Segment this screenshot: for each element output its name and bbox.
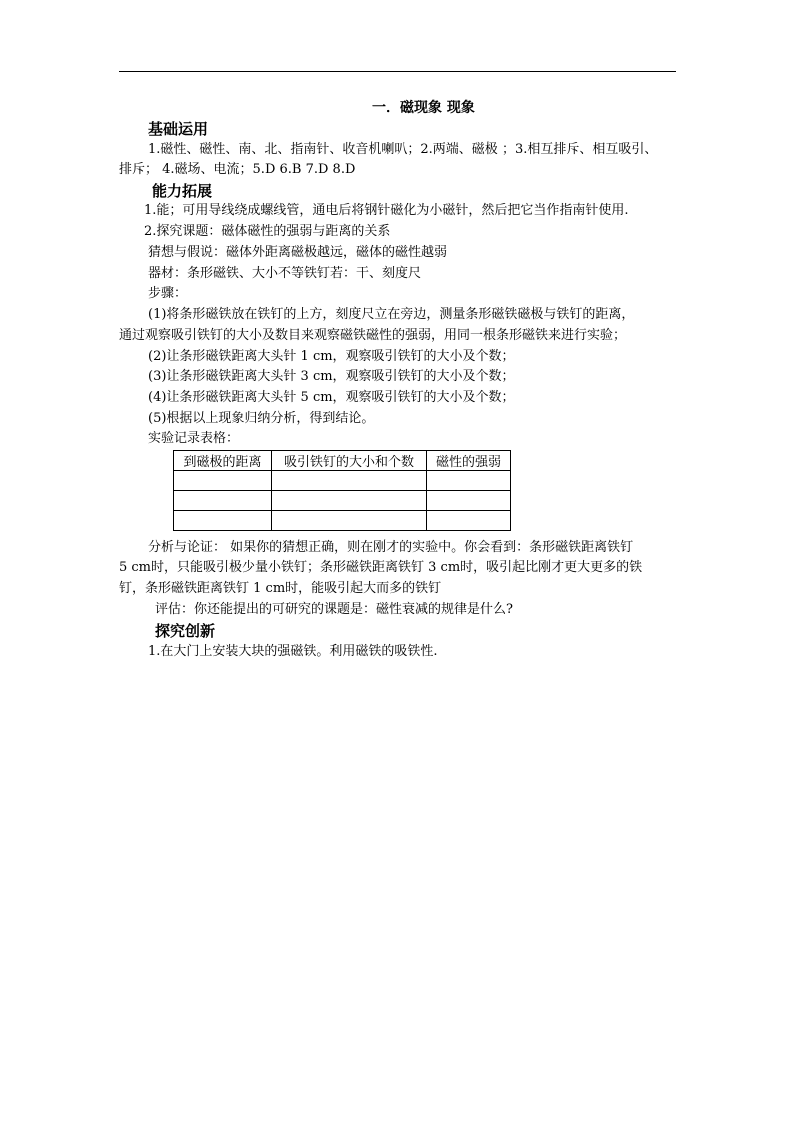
step-3: (3)让条形磁铁距离大头针 3 cm，观察吸引铁钉的大小及个数； [148,369,515,384]
table-header-cell: 磁性的强弱 [427,451,511,471]
table-cell [174,491,272,511]
table-cell [427,471,511,491]
table-header-cell: 到磁极的距离 [174,451,272,471]
basic-line-2: 排斥； 4.磁场、电流；5.D 6.B 7.D 8.D [119,162,356,177]
analysis-line-1: 分析与论证： 如果你的猜想正确，则在刚才的实验中。你会看到：条形磁铁距离铁钉 [148,540,634,555]
page-title: 一．磁现象 现象 [372,100,475,116]
extension-line-1: 1.能；可用导线绕成螺线管，通电后将钢针磁化为小磁针，然后把它当作指南针使用. [144,203,629,218]
extension-line-3: 猜想与假说：磁体外距离磁极越远，磁体的磁性越弱 [148,245,448,260]
innovation-line-1: 1.在大门上安装大块的强磁铁。利用磁铁的吸铁性. [148,644,438,659]
table-cell [174,471,272,491]
step-2: (2)让条形磁铁距离大头针 1 cm，观察吸引铁钉的大小及个数； [148,349,515,364]
table-cell [272,491,427,511]
step-4: (4)让条形磁铁距离大头针 5 cm，观察吸引铁钉的大小及个数； [148,390,515,405]
table-cell [174,511,272,531]
table-cell [427,491,511,511]
analysis-line-3: 钉，条形磁铁距离铁钉 1 cm时，能吸引起大而多的铁钉 [119,581,442,596]
section-heading-innovation: 探究创新 [155,622,216,640]
extension-line-2: 2.探究课题：磁体磁性的强弱与距离的关系 [144,224,391,239]
table-caption: 实验记录表格： [148,431,240,446]
analysis-line-2: 5 cm时，只能吸引极少量小铁钉；条形磁铁距离铁钉 3 cm时，吸引起比刚才更大更多的铁 [119,560,643,575]
section-heading-basic: 基础运用 [148,120,209,138]
extension-line-5: 步骤： [148,286,188,301]
table-header-row [174,451,511,471]
step-1b: 通过观察吸引铁钉的大小及数目来观察磁铁磁性的强弱，用同一根条形磁铁来进行实验； [119,328,627,343]
evaluation-line: 评估：你还能提出的可研究的课题是：磁性衰减的规律是什么? [155,602,513,617]
table-cell [272,511,427,531]
record-table [173,450,511,531]
step-1a: (1)将条形磁铁放在铁钉的上方，刻度尺立在旁边，测量条形磁铁磁极与铁钉的距离， [148,307,635,322]
table-row [174,511,511,531]
table-row [174,491,511,511]
table-row [174,471,511,491]
table-cell [272,471,427,491]
step-5: (5)根据以上现象归纳分析，得到结论。 [148,411,375,426]
basic-line-1: 1.磁性、磁性、南、北、指南针、收音机喇叭；2.两端、磁极 ；3.相互排斥、相互吸引、 [148,142,658,157]
extension-line-4: 器材：条形磁铁、大小不等铁钉若：干、刻度尺 [148,266,422,281]
header-rule [119,71,676,72]
section-heading-extension: 能力拓展 [152,182,213,200]
table-header-cell: 吸引铁钉的大小和个数 [272,451,427,471]
table-cell [427,511,511,531]
